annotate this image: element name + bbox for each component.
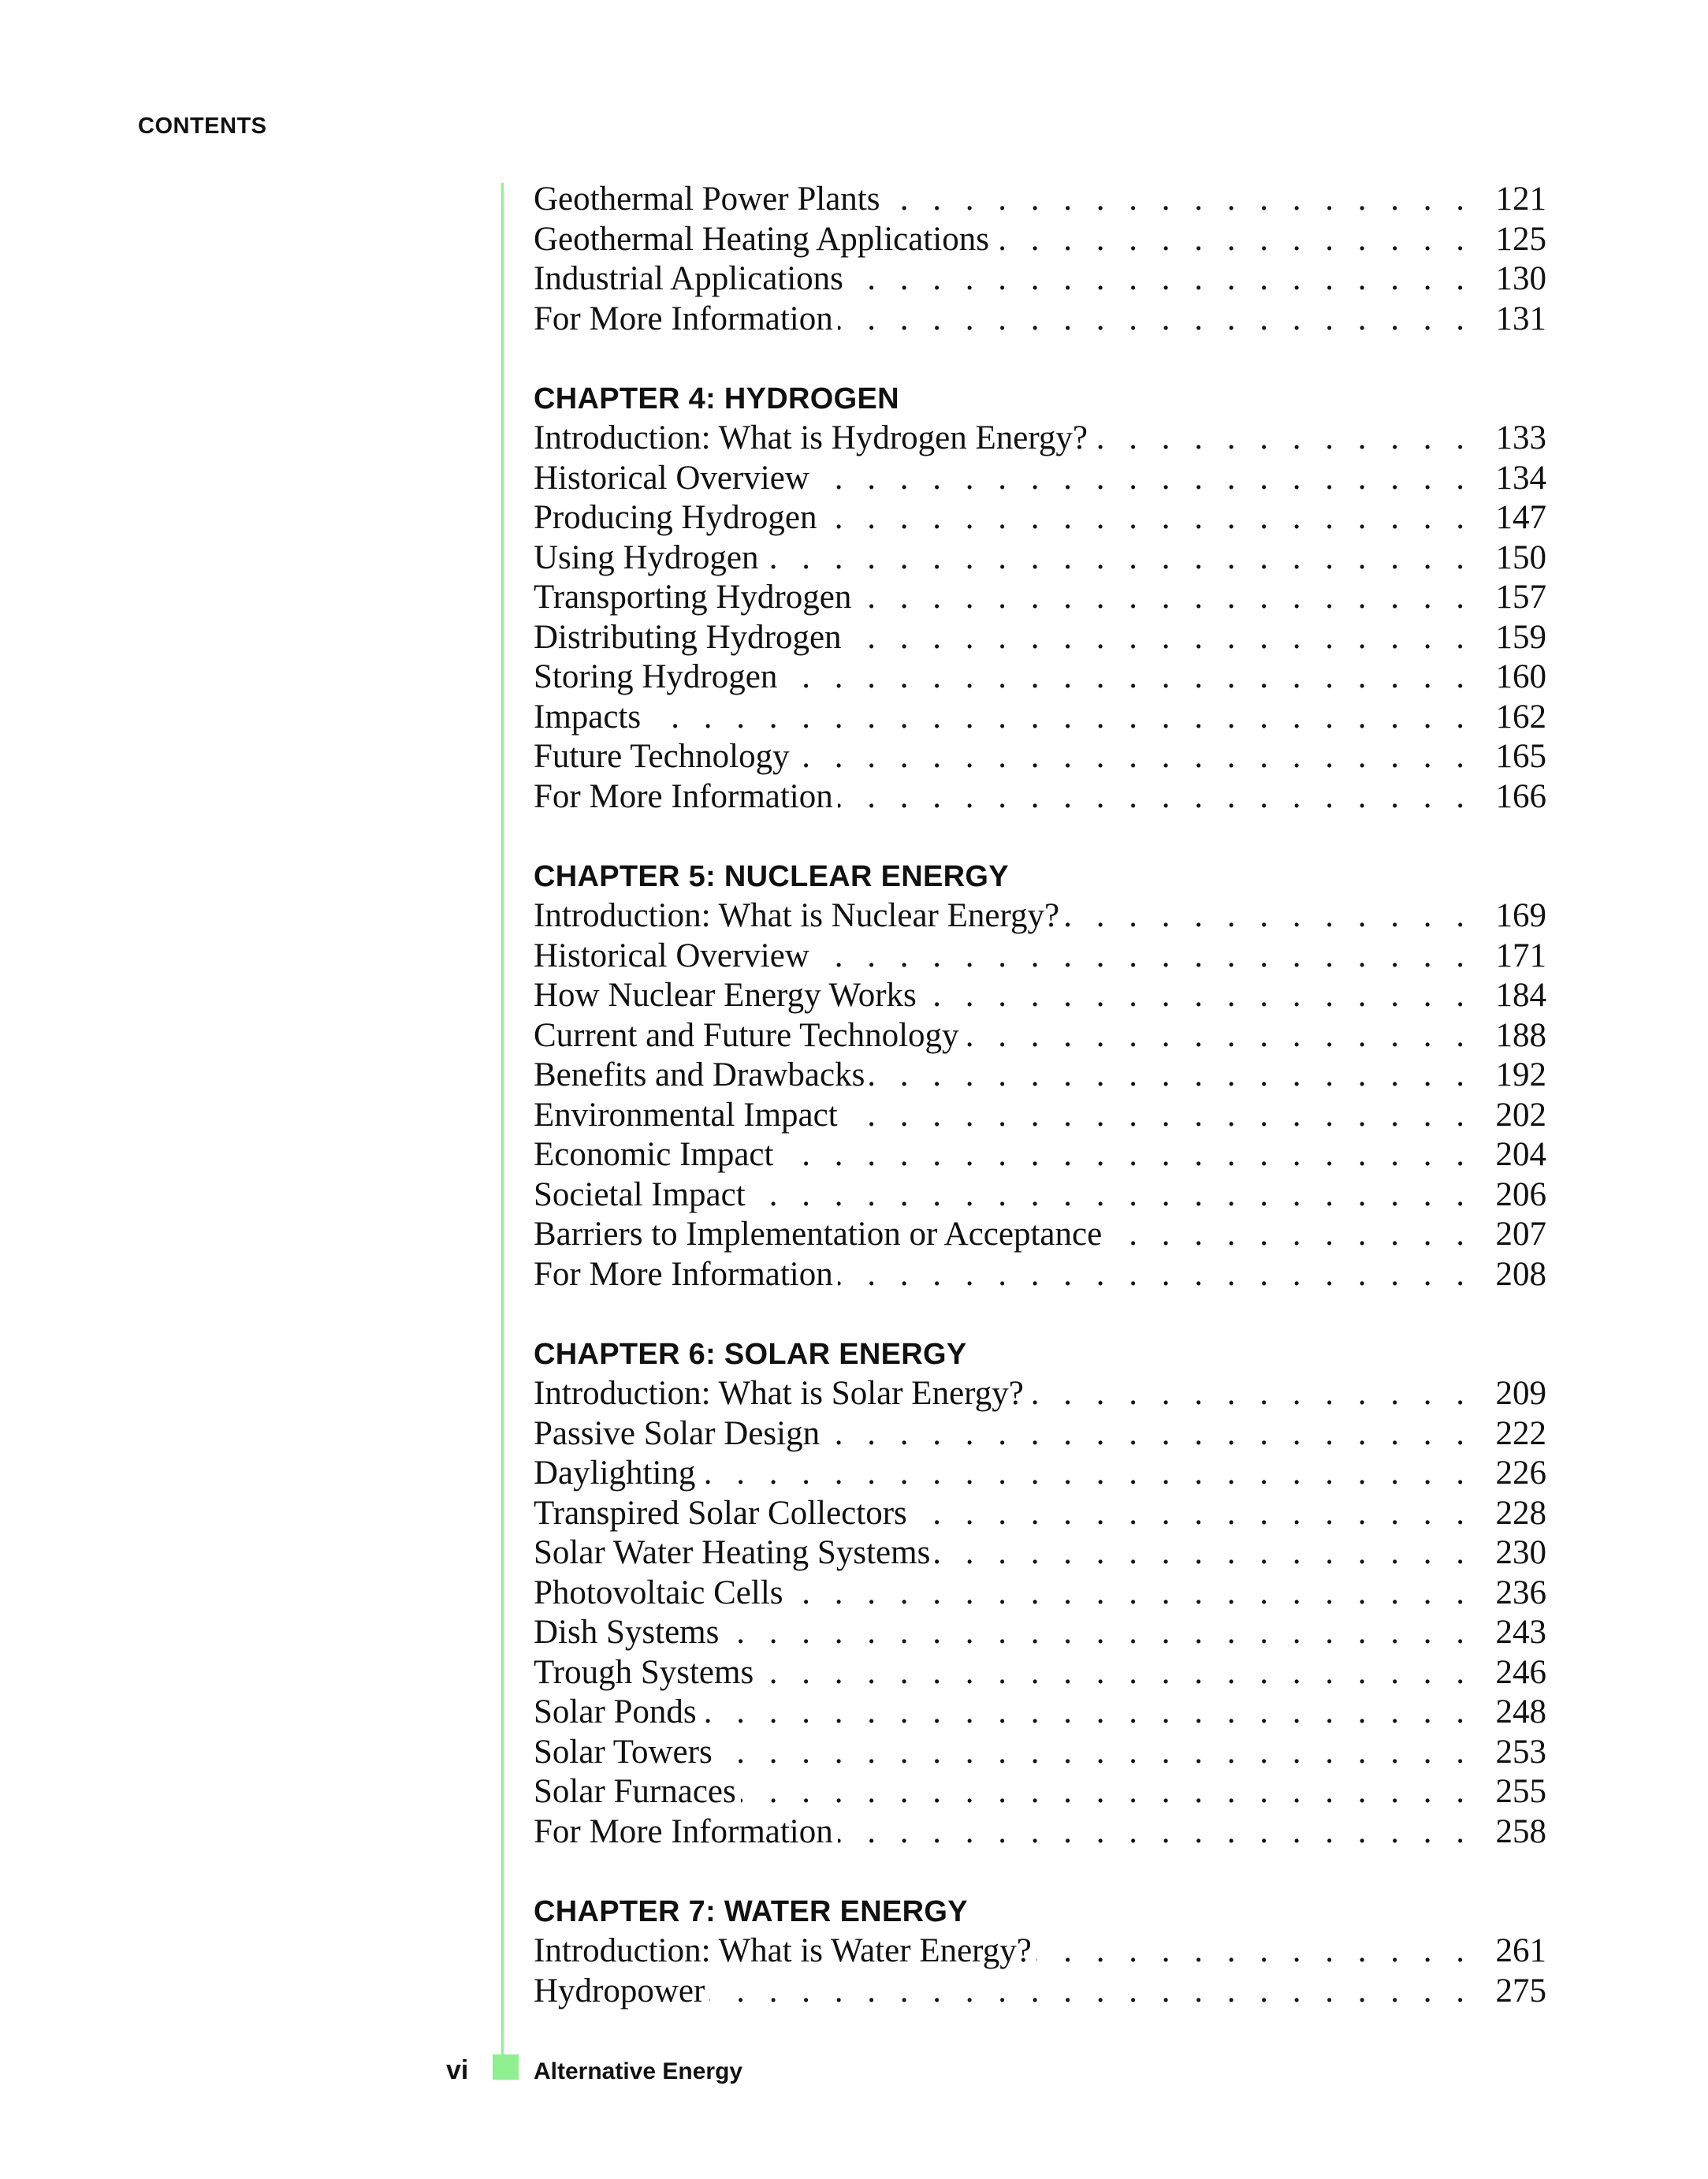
toc-entry-title: Impacts: [534, 698, 646, 738]
toc-entry-page: 261: [1495, 1932, 1546, 1969]
dot-leader: [717, 1733, 1472, 1773]
toc-entry[interactable]: [534, 1574, 1546, 1614]
toc-entry[interactable]: [534, 1175, 1546, 1216]
toc-entry-title: Introduction: What is Water Energy?: [534, 1931, 1036, 1972]
toc-entry[interactable]: [534, 737, 1546, 777]
dot-leader: [1036, 1931, 1472, 1972]
toc-entry-page: 222: [1495, 1414, 1546, 1452]
margin-rule: [501, 183, 504, 2054]
dot-leader: [884, 180, 1472, 220]
toc-entry-page: 160: [1495, 658, 1546, 695]
toc-entry[interactable]: [534, 1772, 1546, 1812]
page-number: vi: [446, 2055, 469, 2085]
dot-leader: [843, 1096, 1472, 1136]
toc-entry-title: Using Hydrogen: [534, 538, 763, 579]
toc-entry[interactable]: [534, 896, 1546, 937]
toc-entry-title: Dish Systems: [534, 1613, 724, 1653]
toc-entry-title: Transporting Hydrogen: [534, 578, 856, 618]
dot-leader: [741, 1772, 1472, 1812]
toc-entry[interactable]: [534, 1056, 1546, 1096]
toc-entry[interactable]: [534, 1812, 1546, 1853]
toc-entry[interactable]: [534, 1494, 1546, 1534]
dot-leader: [758, 1653, 1472, 1693]
toc-entry[interactable]: [534, 220, 1546, 260]
dot-leader: [838, 1812, 1472, 1853]
toc-entry-page: 258: [1495, 1812, 1546, 1850]
dot-leader: [700, 1454, 1472, 1494]
toc-entry-title: Future Technology: [534, 737, 794, 777]
toc-entry-title: Hydropower: [534, 1972, 709, 2012]
dot-leader: [778, 1135, 1472, 1175]
dot-leader: [869, 1056, 1472, 1096]
dot-leader: [821, 498, 1472, 538]
toc-entry-page: 166: [1495, 777, 1546, 815]
toc-entry-page: 275: [1495, 1972, 1546, 2010]
book-title: Alternative Energy: [534, 2058, 743, 2084]
toc-entry-title: How Nuclear Energy Works: [534, 976, 921, 1016]
toc-entry-page: 208: [1495, 1255, 1546, 1293]
toc-entry[interactable]: [534, 498, 1546, 538]
table-of-contents: [534, 180, 1546, 2011]
toc-entry-page: 134: [1495, 459, 1546, 497]
dot-leader: [838, 777, 1472, 818]
toc-entry-title: Photovoltaic Cells: [534, 1574, 788, 1614]
toc-entry-title: Introduction: What is Solar Energy?: [534, 1374, 1029, 1414]
toc-entry-title: Solar Towers: [534, 1733, 717, 1773]
chapter-4-section: [534, 379, 1546, 817]
toc-entry-page: 207: [1495, 1216, 1546, 1253]
toc-entry[interactable]: [534, 300, 1546, 340]
toc-entry-page: 230: [1495, 1534, 1546, 1571]
dot-leader: [912, 1494, 1472, 1534]
toc-entry-title: Historical Overview: [534, 937, 814, 977]
dot-leader: [921, 976, 1472, 1016]
toc-entry-title: Industrial Applications: [534, 259, 848, 300]
running-head: CONTENTS: [138, 114, 267, 139]
toc-entry-page: 133: [1495, 419, 1546, 456]
toc-entry[interactable]: [534, 777, 1546, 818]
toc-entry[interactable]: [534, 1414, 1546, 1455]
toc-entry-title: Environmental Impact: [534, 1096, 843, 1136]
dot-leader: [701, 1693, 1472, 1733]
toc-entry-title: For More Information: [534, 1255, 838, 1295]
dot-leader: [1064, 896, 1472, 937]
chapter-heading[interactable]: CHAPTER 5: NUCLEAR ENERGY: [534, 860, 1009, 893]
chapter-heading[interactable]: CHAPTER 7: WATER ENERGY: [534, 1895, 968, 1928]
dot-leader: [847, 618, 1472, 658]
dot-leader: [709, 1972, 1472, 2012]
toc-entry-page: 253: [1495, 1733, 1546, 1771]
chapter-heading[interactable]: CHAPTER 4: HYDROGEN: [534, 382, 899, 415]
toc-entry[interactable]: [534, 1533, 1546, 1574]
chapter-5-section: [534, 857, 1546, 1294]
toc-entry-page: 209: [1495, 1375, 1546, 1412]
toc-entry-title: Societal Impact: [534, 1175, 750, 1216]
toc-entry[interactable]: [534, 657, 1546, 698]
toc-entry-page: 226: [1495, 1455, 1546, 1492]
toc-entry-title: Daylighting: [534, 1454, 700, 1494]
toc-entry[interactable]: [534, 459, 1546, 499]
toc-entry[interactable]: [534, 976, 1546, 1016]
toc-entry-page: 121: [1495, 181, 1546, 218]
toc-entry-page: 236: [1495, 1574, 1546, 1611]
chapter-7-section: [534, 1892, 1546, 2011]
dot-leader: [782, 657, 1472, 698]
toc-entry-page: 248: [1495, 1693, 1546, 1730]
toc-entry-title: Solar Ponds: [534, 1693, 701, 1733]
toc-entry[interactable]: [534, 1016, 1546, 1056]
dot-leader: [838, 300, 1472, 340]
toc-entry-page: 147: [1495, 499, 1546, 536]
toc-entry-title: Geothermal Heating Applications: [534, 220, 994, 260]
toc-entry-title: Current and Future Technology: [534, 1016, 964, 1056]
dot-leader: [1107, 1215, 1472, 1255]
toc-entry-page: 202: [1495, 1096, 1546, 1134]
dot-leader: [794, 737, 1472, 777]
dot-leader: [814, 937, 1472, 977]
dot-leader: [646, 698, 1472, 738]
toc-entry-title: Distributing Hydrogen: [534, 618, 847, 658]
toc-entry-page: 159: [1495, 618, 1546, 656]
toc-entry[interactable]: [534, 698, 1546, 738]
toc-entry[interactable]: [534, 1693, 1546, 1733]
toc-entry[interactable]: [534, 1653, 1546, 1693]
toc-entry-title: Historical Overview: [534, 459, 814, 499]
toc-entry-page: 188: [1495, 1016, 1546, 1054]
dot-leader: [994, 220, 1472, 260]
toc-entry-title: Introduction: What is Hydrogen Energy?: [534, 419, 1092, 459]
dot-leader: [763, 538, 1472, 579]
chapter-6-section: [534, 1335, 1546, 1852]
toc-entry-page: 169: [1495, 897, 1546, 934]
toc-entry-title: Passive Solar Design: [534, 1414, 824, 1455]
toc-entry-page: 157: [1495, 579, 1546, 616]
toc-entry[interactable]: [534, 1972, 1546, 2012]
toc-entry-page: 130: [1495, 260, 1546, 297]
toc-entry-title: Geothermal Power Plants: [534, 180, 884, 220]
toc-entry-title: For More Information: [534, 777, 838, 818]
toc-entry[interactable]: [534, 259, 1546, 300]
chapter-heading[interactable]: CHAPTER 6: SOLAR ENERGY: [534, 1338, 967, 1371]
dot-leader: [856, 578, 1472, 618]
toc-entry-title: Barriers to Implementation or Acceptance: [534, 1215, 1107, 1255]
toc-entry[interactable]: [534, 1096, 1546, 1136]
dot-leader: [964, 1016, 1472, 1056]
toc-entry-title: For More Information: [534, 1812, 838, 1853]
toc-entry[interactable]: [534, 538, 1546, 579]
dot-leader: [848, 259, 1472, 300]
continued-entries: [534, 180, 1546, 339]
toc-entry-page: 165: [1495, 738, 1546, 775]
toc-entry[interactable]: [534, 1931, 1546, 1972]
dot-leader: [824, 1414, 1472, 1455]
toc-entry-page: 255: [1495, 1773, 1546, 1810]
toc-entry-title: For More Information: [534, 300, 838, 340]
dot-leader: [838, 1255, 1472, 1295]
dot-leader: [814, 459, 1472, 499]
toc-entry[interactable]: [534, 1613, 1546, 1653]
dot-leader: [935, 1533, 1472, 1574]
toc-entry-page: 171: [1495, 937, 1546, 974]
toc-entry-title: Trough Systems: [534, 1653, 758, 1693]
toc-entry[interactable]: [534, 937, 1546, 977]
toc-entry-page: 162: [1495, 698, 1546, 736]
toc-entry-title: Storing Hydrogen: [534, 657, 782, 698]
toc-entry-title: Transpired Solar Collectors: [534, 1494, 912, 1534]
toc-entry[interactable]: [534, 578, 1546, 618]
toc-entry-page: 184: [1495, 977, 1546, 1014]
dot-leader: [1029, 1374, 1472, 1414]
toc-entry[interactable]: [534, 1733, 1546, 1773]
toc-entry-title: Introduction: What is Nuclear Energy?: [534, 896, 1064, 937]
toc-entry-page: 206: [1495, 1175, 1546, 1213]
toc-entry[interactable]: [534, 1374, 1546, 1414]
toc-entry-title: Solar Furnaces: [534, 1772, 741, 1812]
toc-entry[interactable]: [534, 1255, 1546, 1295]
toc-entry-page: 246: [1495, 1653, 1546, 1691]
toc-entry-title: Solar Water Heating Systems: [534, 1533, 935, 1574]
dot-leader: [1092, 419, 1472, 459]
toc-entry-page: 192: [1495, 1056, 1546, 1093]
toc-entry[interactable]: [534, 618, 1546, 658]
toc-entry[interactable]: [534, 180, 1546, 220]
toc-entry-page: 228: [1495, 1494, 1546, 1532]
toc-entry-title: Producing Hydrogen: [534, 498, 821, 538]
toc-entry-title: Benefits and Drawbacks: [534, 1056, 869, 1096]
dot-leader: [788, 1574, 1472, 1614]
dot-leader: [750, 1175, 1472, 1216]
dot-leader: [724, 1613, 1472, 1653]
toc-entry[interactable]: [534, 1135, 1546, 1175]
toc-entry[interactable]: [534, 1454, 1546, 1494]
toc-entry-page: 131: [1495, 300, 1546, 337]
toc-entry-page: 243: [1495, 1614, 1546, 1651]
toc-entry-page: 150: [1495, 538, 1546, 576]
toc-entry[interactable]: [534, 419, 1546, 459]
toc-entry[interactable]: [534, 1215, 1546, 1255]
accent-square-icon: [493, 2054, 519, 2080]
toc-entry-page: 204: [1495, 1136, 1546, 1173]
toc-entry-title: Economic Impact: [534, 1135, 778, 1175]
toc-entry-page: 125: [1495, 220, 1546, 258]
